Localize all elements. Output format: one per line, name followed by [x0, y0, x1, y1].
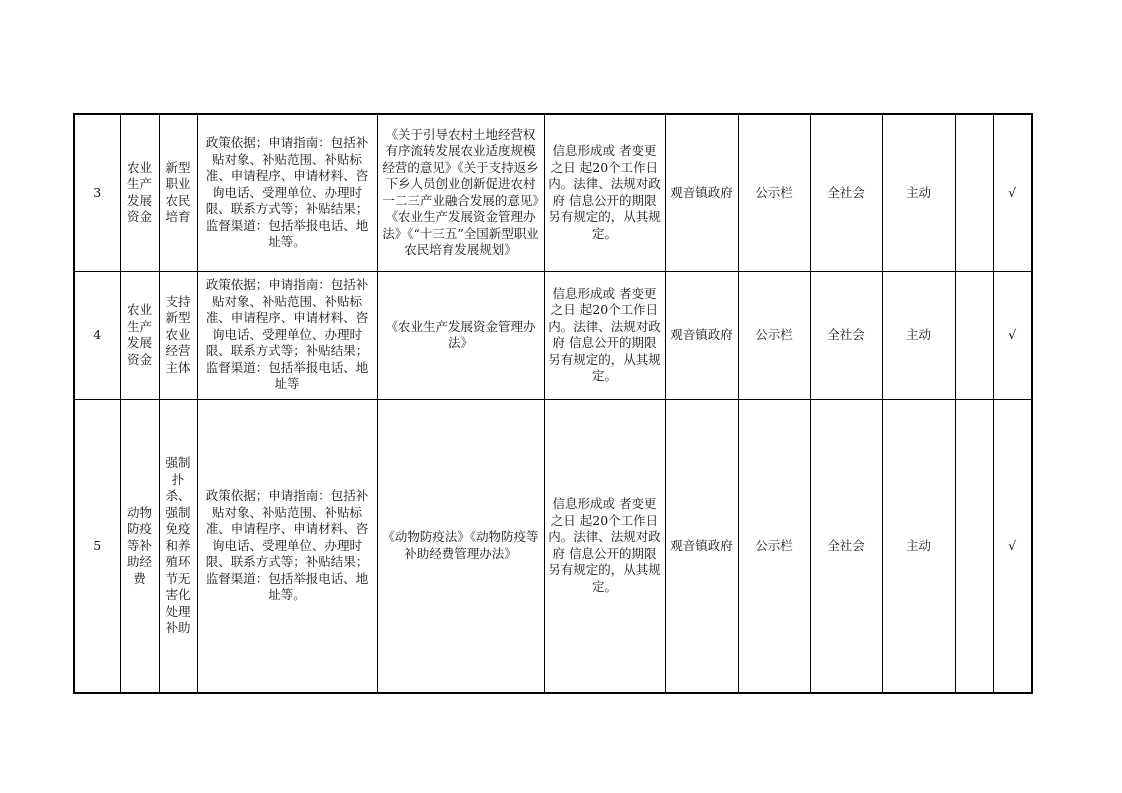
content-cell: 政策依据；申请指南：包括补贴对象、补贴范围、补贴标准、申请程序、申请材料、咨询电话、受理单位、办理时限、联系方式等；补贴结果；监督渠道：包括举报电话、地址等。	[197, 114, 377, 271]
check-mark: √	[993, 271, 1032, 399]
scope-cell: 全社会	[810, 114, 882, 271]
row-index: 4	[74, 271, 120, 399]
content-cell: 政策依据；申请指南：包括补贴对象、补贴范围、补贴标准、申请程序、申请材料、咨询电话、受理单位、办理时限、联系方式等；补贴结果；监督渠道：包括举报电话、地址等	[197, 271, 377, 399]
mode-cell: 主动	[882, 114, 955, 271]
category-cell: 动物防疫等补助经费	[120, 399, 159, 693]
disclosure-table	[73, 113, 1033, 694]
row-index: 5	[74, 399, 120, 693]
item-cell: 新型职业农民培育	[159, 114, 197, 271]
content-cell: 政策依据；申请指南：包括补贴对象、补贴范围、补贴标准、申请程序、申请材料、咨询电话、受理单位、办理时限、联系方式等；补贴结果；监督渠道：包括举报电话、地址等。	[197, 399, 377, 693]
basis-cell: 《关于引导农村土地经营权有序流转发展农业适度规模经营的意见》《关于支持返乡下乡人员创业创新促进农村一二三产业融合发展的意见》《农业生产发展资金管理办法》《“十三五”全国新型职业农民培育发展规划》	[377, 114, 544, 271]
timeline-cell: 信息形成或 者变更之日 起20个工作日内。法律、法规对政府 信息公开的期限另有规定的，从其规定。	[544, 399, 665, 693]
row-index: 3	[74, 114, 120, 271]
scope-cell: 全社会	[810, 399, 882, 693]
timeline-cell: 信息形成或 者变更之日 起20个工作日内。法律、法规对政府 信息公开的期限另有规定的，从其规定。	[544, 114, 665, 271]
channel-cell: 公示栏	[738, 399, 810, 693]
channel-cell: 公示栏	[738, 271, 810, 399]
check-mark: √	[993, 114, 1032, 271]
subject-cell: 观音镇政府	[665, 271, 738, 399]
subject-cell: 观音镇政府	[665, 114, 738, 271]
mode-cell: 主动	[882, 271, 955, 399]
item-cell: 强制扑杀、强制免疫和养殖环节无害化处理补助	[159, 399, 197, 693]
blank-cell	[955, 399, 993, 693]
scope-cell: 全社会	[810, 271, 882, 399]
timeline-cell: 信息形成或 者变更之日 起20个工作日内。法律、法规对政府 信息公开的期限另有规定的，从其规定。	[544, 271, 665, 399]
item-cell: 支持新型农业经营主体	[159, 271, 197, 399]
table-row	[74, 399, 1032, 693]
table-row	[74, 114, 1032, 271]
basis-cell: 《农业生产发展资金管理办法》	[377, 271, 544, 399]
basis-cell: 《动物防疫法》《动物防疫等补助经费管理办法》	[377, 399, 544, 693]
blank-cell	[955, 271, 993, 399]
check-mark: √	[993, 399, 1032, 693]
mode-cell: 主动	[882, 399, 955, 693]
category-cell: 农业生产发展资金	[120, 114, 159, 271]
subject-cell: 观音镇政府	[665, 399, 738, 693]
blank-cell	[955, 114, 993, 271]
channel-cell: 公示栏	[738, 114, 810, 271]
table-row	[74, 271, 1032, 399]
category-cell: 农业生产发展资金	[120, 271, 159, 399]
